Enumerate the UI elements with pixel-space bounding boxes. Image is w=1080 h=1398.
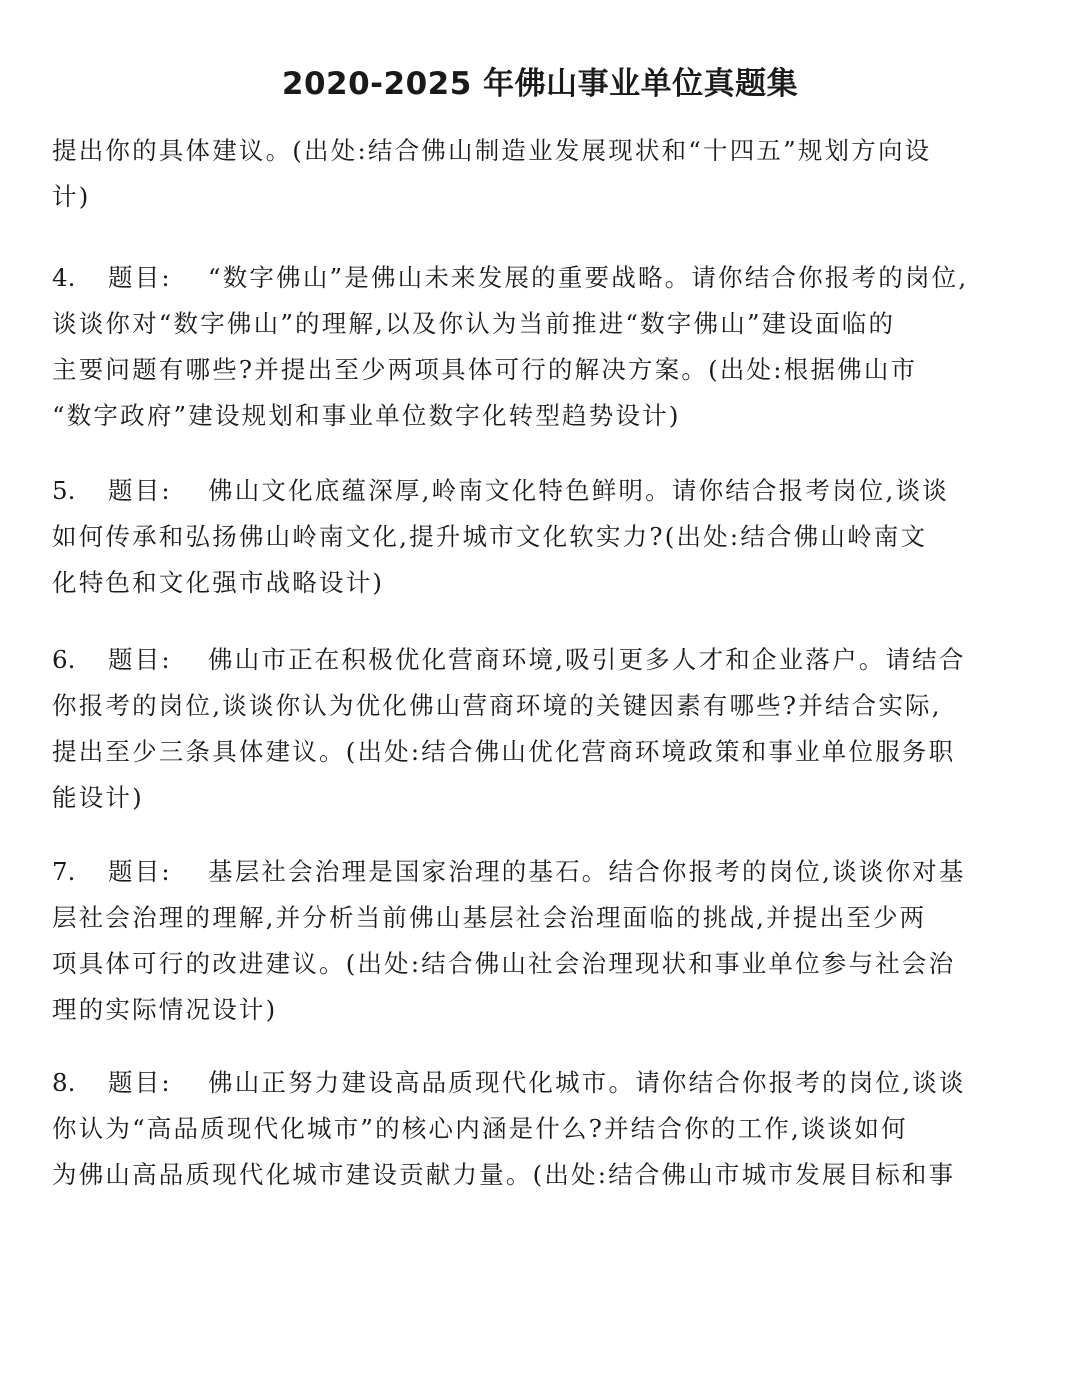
question-text: 佛山市正在积极优化营商环境,吸引更多人才和企业落户。请结合	[208, 645, 966, 674]
text-line: 主要问题有哪些?并提出至少两项具体可行的解决方案。(出处:根据佛山市	[52, 355, 918, 384]
question-text: 佛山文化底蕴深厚,岭南文化特色鲜明。请你结合报考岗位,谈谈	[208, 476, 949, 505]
text-line: 提出至少三条具体建议。(出处:结合佛山优化营商环境政策和事业单位服务职	[52, 737, 956, 766]
question-8	[52, 1060, 1052, 1198]
text-line: 项具体可行的改进建议。(出处:结合佛山社会治理现状和事业单位参与社会治	[52, 949, 956, 978]
text-line: 为佛山高品质现代化城市建设贡献力量。(出处:结合佛山市城市发展目标和事	[52, 1160, 956, 1189]
question-text: 佛山正努力建设高品质现代化城市。请你结合你报考的岗位,谈谈	[208, 1068, 966, 1097]
question-label: 题目:	[108, 645, 172, 674]
text-line: 你认为“高品质现代化城市”的核心内涵是什么?并结合你的工作,谈谈如何	[52, 1114, 908, 1143]
text-line: 能设计)	[52, 783, 144, 812]
text-line: 你报考的岗位,谈谈你认为优化佛山营商环境的关键因素有哪些?并结合实际,	[52, 691, 942, 720]
question-6	[52, 637, 1052, 821]
question-label: 题目:	[108, 476, 172, 505]
text-line: 理的实际情况设计)	[52, 995, 278, 1024]
text-line: 化特色和文化强市战略设计)	[52, 568, 385, 597]
text-line: 层社会治理的理解,并分析当前佛山基层社会治理面临的挑战,并提出至少两	[52, 903, 927, 932]
question-number: 6.	[52, 645, 76, 674]
question-7	[52, 849, 1052, 1033]
text-line: 如何传承和弘扬佛山岭南文化,提升城市文化软实力?(出处:结合佛山岭南文	[52, 522, 928, 551]
question-label: 题目:	[108, 857, 172, 886]
intro-paragraph	[52, 128, 1052, 220]
question-number: 5.	[52, 476, 76, 505]
question-5	[52, 468, 1052, 606]
question-text: 基层社会治理是国家治理的基石。结合你报考的岗位,谈谈你对基	[208, 857, 966, 886]
text-line: 提出你的具体建议。(出处:结合佛山制造业发展现状和“十四五”规划方向设	[52, 136, 932, 165]
text-line: 计)	[52, 182, 91, 211]
text-line: “数字政府”建设规划和事业单位数字化转型趋势设计)	[52, 401, 681, 430]
question-label: 题目:	[108, 263, 172, 292]
page-title: 2020-2025 年佛山事业单位真题集	[281, 66, 799, 102]
question-4	[52, 255, 1052, 439]
question-number: 8.	[52, 1068, 76, 1097]
question-number: 7.	[52, 857, 76, 886]
question-text: “数字佛山”是佛山未来发展的重要战略。请你结合你报考的岗位,	[208, 263, 969, 292]
question-label: 题目:	[108, 1068, 172, 1097]
text-line: 谈谈你对“数字佛山”的理解,以及你认为当前推进“数字佛山”建设面临的	[52, 309, 896, 338]
question-number: 4.	[52, 263, 76, 292]
